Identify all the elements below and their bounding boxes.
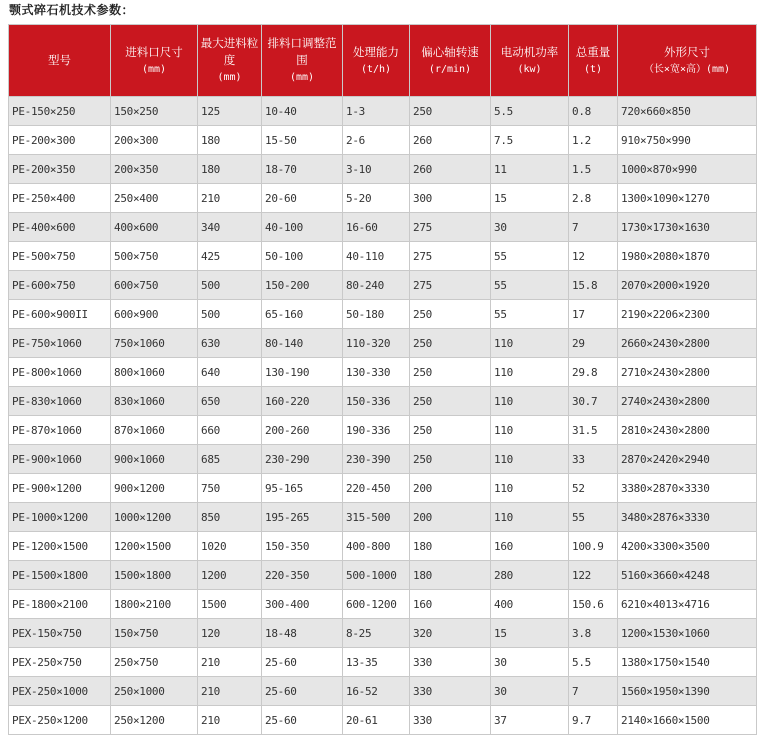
cell-total-weight: 52 [569, 474, 618, 503]
table-row [9, 97, 757, 126]
cell-feed-opening: 250×1000 [111, 677, 198, 706]
cell-model: PE-400×600 [9, 213, 111, 242]
column-header-motor-power: 电动机功率 (kw) [491, 25, 569, 97]
cell-max-feed-size: 210 [198, 706, 262, 735]
cell-motor-power: 160 [491, 532, 569, 561]
cell-capacity: 16-60 [343, 213, 410, 242]
cell-model: PE-1200×1500 [9, 532, 111, 561]
cell-feed-opening: 1200×1500 [111, 532, 198, 561]
cell-feed-opening: 600×750 [111, 271, 198, 300]
cell-total-weight: 29.8 [569, 358, 618, 387]
cell-model: PE-600×900II [9, 300, 111, 329]
cell-feed-opening: 500×750 [111, 242, 198, 271]
cell-capacity: 2-6 [343, 126, 410, 155]
cell-motor-power: 11 [491, 155, 569, 184]
cell-overall-dimensions: 6210×4013×4716 [618, 590, 757, 619]
cell-discharge-range: 18-70 [262, 155, 343, 184]
cell-capacity: 220-450 [343, 474, 410, 503]
cell-discharge-range: 25-60 [262, 648, 343, 677]
cell-discharge-range: 200-260 [262, 416, 343, 445]
cell-model: PE-250×400 [9, 184, 111, 213]
cell-capacity: 400-800 [343, 532, 410, 561]
cell-shaft-speed: 250 [410, 300, 491, 329]
cell-shaft-speed: 200 [410, 474, 491, 503]
cell-overall-dimensions: 4200×3300×3500 [618, 532, 757, 561]
cell-shaft-speed: 260 [410, 155, 491, 184]
cell-overall-dimensions: 1200×1530×1060 [618, 619, 757, 648]
table-row [9, 677, 757, 706]
table-row [9, 445, 757, 474]
cell-max-feed-size: 1500 [198, 590, 262, 619]
cell-motor-power: 110 [491, 474, 569, 503]
cell-capacity: 8-25 [343, 619, 410, 648]
cell-overall-dimensions: 910×750×990 [618, 126, 757, 155]
cell-feed-opening: 150×250 [111, 97, 198, 126]
cell-model: PEX-250×750 [9, 648, 111, 677]
cell-feed-opening: 600×900 [111, 300, 198, 329]
cell-model: PE-1500×1800 [9, 561, 111, 590]
cell-discharge-range: 95-165 [262, 474, 343, 503]
column-header-model: 型号 [9, 25, 111, 97]
cell-motor-power: 30 [491, 677, 569, 706]
cell-shaft-speed: 160 [410, 590, 491, 619]
cell-motor-power: 37 [491, 706, 569, 735]
cell-discharge-range: 130-190 [262, 358, 343, 387]
cell-max-feed-size: 640 [198, 358, 262, 387]
cell-max-feed-size: 210 [198, 184, 262, 213]
cell-discharge-range: 150-350 [262, 532, 343, 561]
cell-motor-power: 280 [491, 561, 569, 590]
cell-total-weight: 17 [569, 300, 618, 329]
cell-motor-power: 55 [491, 300, 569, 329]
cell-shaft-speed: 300 [410, 184, 491, 213]
cell-overall-dimensions: 3380×2870×3330 [618, 474, 757, 503]
cell-discharge-range: 10-40 [262, 97, 343, 126]
cell-overall-dimensions: 1300×1090×1270 [618, 184, 757, 213]
cell-feed-opening: 800×1060 [111, 358, 198, 387]
cell-motor-power: 55 [491, 242, 569, 271]
cell-capacity: 315-500 [343, 503, 410, 532]
cell-motor-power: 30 [491, 213, 569, 242]
cell-total-weight: 33 [569, 445, 618, 474]
cell-discharge-range: 25-60 [262, 677, 343, 706]
cell-model: PE-150×250 [9, 97, 111, 126]
table-row [9, 561, 757, 590]
cell-total-weight: 0.8 [569, 97, 618, 126]
cell-overall-dimensions: 1380×1750×1540 [618, 648, 757, 677]
cell-overall-dimensions: 3480×2876×3330 [618, 503, 757, 532]
cell-feed-opening: 1500×1800 [111, 561, 198, 590]
cell-model: PE-900×1200 [9, 474, 111, 503]
cell-shaft-speed: 250 [410, 416, 491, 445]
cell-capacity: 3-10 [343, 155, 410, 184]
cell-feed-opening: 830×1060 [111, 387, 198, 416]
cell-max-feed-size: 340 [198, 213, 262, 242]
cell-motor-power: 110 [491, 503, 569, 532]
cell-max-feed-size: 180 [198, 126, 262, 155]
cell-total-weight: 100.9 [569, 532, 618, 561]
cell-discharge-range: 20-60 [262, 184, 343, 213]
cell-overall-dimensions: 2140×1660×1500 [618, 706, 757, 735]
cell-motor-power: 400 [491, 590, 569, 619]
cell-total-weight: 30.7 [569, 387, 618, 416]
cell-discharge-range: 65-160 [262, 300, 343, 329]
cell-feed-opening: 1800×2100 [111, 590, 198, 619]
cell-discharge-range: 25-60 [262, 706, 343, 735]
cell-overall-dimensions: 720×660×850 [618, 97, 757, 126]
column-header-shaft-speed: 偏心轴转速 (r/min) [410, 25, 491, 97]
cell-shaft-speed: 250 [410, 329, 491, 358]
cell-motor-power: 7.5 [491, 126, 569, 155]
cell-motor-power: 55 [491, 271, 569, 300]
cell-discharge-range: 195-265 [262, 503, 343, 532]
cell-total-weight: 7 [569, 213, 618, 242]
cell-max-feed-size: 650 [198, 387, 262, 416]
cell-motor-power: 110 [491, 416, 569, 445]
cell-total-weight: 5.5 [569, 648, 618, 677]
cell-feed-opening: 250×400 [111, 184, 198, 213]
cell-max-feed-size: 685 [198, 445, 262, 474]
cell-discharge-range: 150-200 [262, 271, 343, 300]
table-row [9, 126, 757, 155]
column-header-overall-dimensions: 外形尺寸 （长×宽×高）(mm) [618, 25, 757, 97]
cell-max-feed-size: 1020 [198, 532, 262, 561]
cell-model: PE-1800×2100 [9, 590, 111, 619]
cell-total-weight: 55 [569, 503, 618, 532]
column-header-discharge-range: 排料口调整范围 (mm) [262, 25, 343, 97]
cell-feed-opening: 250×1200 [111, 706, 198, 735]
table-row [9, 213, 757, 242]
cell-model: PE-500×750 [9, 242, 111, 271]
cell-total-weight: 1.2 [569, 126, 618, 155]
cell-motor-power: 30 [491, 648, 569, 677]
cell-total-weight: 150.6 [569, 590, 618, 619]
cell-total-weight: 122 [569, 561, 618, 590]
cell-total-weight: 15.8 [569, 271, 618, 300]
cell-capacity: 13-35 [343, 648, 410, 677]
cell-motor-power: 15 [491, 184, 569, 213]
column-header-feed-opening: 进料口尺寸 (mm) [111, 25, 198, 97]
cell-feed-opening: 200×300 [111, 126, 198, 155]
cell-max-feed-size: 750 [198, 474, 262, 503]
cell-overall-dimensions: 2810×2430×2800 [618, 416, 757, 445]
table-row [9, 300, 757, 329]
cell-overall-dimensions: 2740×2430×2800 [618, 387, 757, 416]
cell-motor-power: 110 [491, 387, 569, 416]
cell-model: PE-870×1060 [9, 416, 111, 445]
cell-capacity: 500-1000 [343, 561, 410, 590]
cell-total-weight: 3.8 [569, 619, 618, 648]
cell-shaft-speed: 250 [410, 358, 491, 387]
cell-total-weight: 7 [569, 677, 618, 706]
cell-feed-opening: 200×350 [111, 155, 198, 184]
cell-total-weight: 2.8 [569, 184, 618, 213]
table-body [9, 97, 757, 735]
cell-shaft-speed: 180 [410, 532, 491, 561]
column-header-max-feed-size: 最大进料粒度 (mm) [198, 25, 262, 97]
cell-model: PE-200×350 [9, 155, 111, 184]
cell-model: PEX-150×750 [9, 619, 111, 648]
cell-motor-power: 110 [491, 329, 569, 358]
cell-motor-power: 15 [491, 619, 569, 648]
cell-model: PE-600×750 [9, 271, 111, 300]
cell-max-feed-size: 125 [198, 97, 262, 126]
cell-discharge-range: 15-50 [262, 126, 343, 155]
cell-feed-opening: 900×1200 [111, 474, 198, 503]
cell-capacity: 50-180 [343, 300, 410, 329]
cell-max-feed-size: 500 [198, 271, 262, 300]
cell-max-feed-size: 630 [198, 329, 262, 358]
table-row [9, 184, 757, 213]
cell-capacity: 190-336 [343, 416, 410, 445]
column-header-total-weight: 总重量 (t) [569, 25, 618, 97]
table-row [9, 416, 757, 445]
cell-capacity: 80-240 [343, 271, 410, 300]
cell-max-feed-size: 210 [198, 677, 262, 706]
cell-feed-opening: 250×750 [111, 648, 198, 677]
cell-max-feed-size: 425 [198, 242, 262, 271]
cell-overall-dimensions: 1560×1950×1390 [618, 677, 757, 706]
cell-overall-dimensions: 1730×1730×1630 [618, 213, 757, 242]
cell-model: PEX-250×1000 [9, 677, 111, 706]
table-row [9, 706, 757, 735]
cell-overall-dimensions: 5160×3660×4248 [618, 561, 757, 590]
table-row [9, 358, 757, 387]
cell-feed-opening: 900×1060 [111, 445, 198, 474]
cell-total-weight: 12 [569, 242, 618, 271]
cell-motor-power: 110 [491, 358, 569, 387]
cell-overall-dimensions: 1980×2080×1870 [618, 242, 757, 271]
cell-shaft-speed: 330 [410, 648, 491, 677]
table-header-row [9, 25, 757, 97]
cell-shaft-speed: 180 [410, 561, 491, 590]
cell-shaft-speed: 250 [410, 387, 491, 416]
table-row [9, 532, 757, 561]
cell-capacity: 40-110 [343, 242, 410, 271]
cell-model: PE-1000×1200 [9, 503, 111, 532]
cell-total-weight: 1.5 [569, 155, 618, 184]
table-row [9, 648, 757, 677]
cell-discharge-range: 80-140 [262, 329, 343, 358]
cell-motor-power: 5.5 [491, 97, 569, 126]
cell-model: PE-830×1060 [9, 387, 111, 416]
table-row [9, 619, 757, 648]
cell-feed-opening: 870×1060 [111, 416, 198, 445]
cell-capacity: 230-390 [343, 445, 410, 474]
cell-overall-dimensions: 2870×2420×2940 [618, 445, 757, 474]
cell-shaft-speed: 320 [410, 619, 491, 648]
table-row [9, 242, 757, 271]
column-header-capacity: 处理能力 (t/h) [343, 25, 410, 97]
cell-total-weight: 29 [569, 329, 618, 358]
table-row [9, 329, 757, 358]
cell-max-feed-size: 500 [198, 300, 262, 329]
cell-shaft-speed: 330 [410, 706, 491, 735]
cell-total-weight: 9.7 [569, 706, 618, 735]
cell-discharge-range: 300-400 [262, 590, 343, 619]
cell-feed-opening: 400×600 [111, 213, 198, 242]
cell-model: PE-800×1060 [9, 358, 111, 387]
cell-capacity: 150-336 [343, 387, 410, 416]
technical-parameters-table [8, 24, 757, 735]
cell-max-feed-size: 210 [198, 648, 262, 677]
cell-shaft-speed: 200 [410, 503, 491, 532]
cell-overall-dimensions: 2190×2206×2300 [618, 300, 757, 329]
cell-capacity: 110-320 [343, 329, 410, 358]
cell-motor-power: 110 [491, 445, 569, 474]
cell-max-feed-size: 1200 [198, 561, 262, 590]
cell-overall-dimensions: 2070×2000×1920 [618, 271, 757, 300]
cell-discharge-range: 18-48 [262, 619, 343, 648]
cell-feed-opening: 150×750 [111, 619, 198, 648]
cell-overall-dimensions: 2710×2430×2800 [618, 358, 757, 387]
cell-max-feed-size: 180 [198, 155, 262, 184]
cell-capacity: 130-330 [343, 358, 410, 387]
table-row [9, 387, 757, 416]
cell-capacity: 600-1200 [343, 590, 410, 619]
cell-shaft-speed: 275 [410, 213, 491, 242]
cell-shaft-speed: 250 [410, 97, 491, 126]
cell-shaft-speed: 275 [410, 271, 491, 300]
cell-shaft-speed: 330 [410, 677, 491, 706]
cell-overall-dimensions: 1000×870×990 [618, 155, 757, 184]
cell-shaft-speed: 250 [410, 445, 491, 474]
cell-feed-opening: 750×1060 [111, 329, 198, 358]
cell-total-weight: 31.5 [569, 416, 618, 445]
table-row [9, 503, 757, 532]
cell-capacity: 16-52 [343, 677, 410, 706]
cell-capacity: 20-61 [343, 706, 410, 735]
cell-shaft-speed: 275 [410, 242, 491, 271]
cell-model: PEX-250×1200 [9, 706, 111, 735]
cell-discharge-range: 220-350 [262, 561, 343, 590]
cell-max-feed-size: 660 [198, 416, 262, 445]
cell-discharge-range: 230-290 [262, 445, 343, 474]
cell-model: PE-200×300 [9, 126, 111, 155]
cell-overall-dimensions: 2660×2430×2800 [618, 329, 757, 358]
table-row [9, 271, 757, 300]
page-title: 颚式碎石机技术参数： [9, 3, 135, 17]
cell-model: PE-750×1060 [9, 329, 111, 358]
cell-shaft-speed: 260 [410, 126, 491, 155]
table-row [9, 155, 757, 184]
table-row [9, 474, 757, 503]
cell-capacity: 5-20 [343, 184, 410, 213]
cell-discharge-range: 50-100 [262, 242, 343, 271]
cell-max-feed-size: 850 [198, 503, 262, 532]
cell-model: PE-900×1060 [9, 445, 111, 474]
cell-feed-opening: 1000×1200 [111, 503, 198, 532]
cell-discharge-range: 160-220 [262, 387, 343, 416]
cell-max-feed-size: 120 [198, 619, 262, 648]
cell-capacity: 1-3 [343, 97, 410, 126]
table-row [9, 590, 757, 619]
cell-discharge-range: 40-100 [262, 213, 343, 242]
